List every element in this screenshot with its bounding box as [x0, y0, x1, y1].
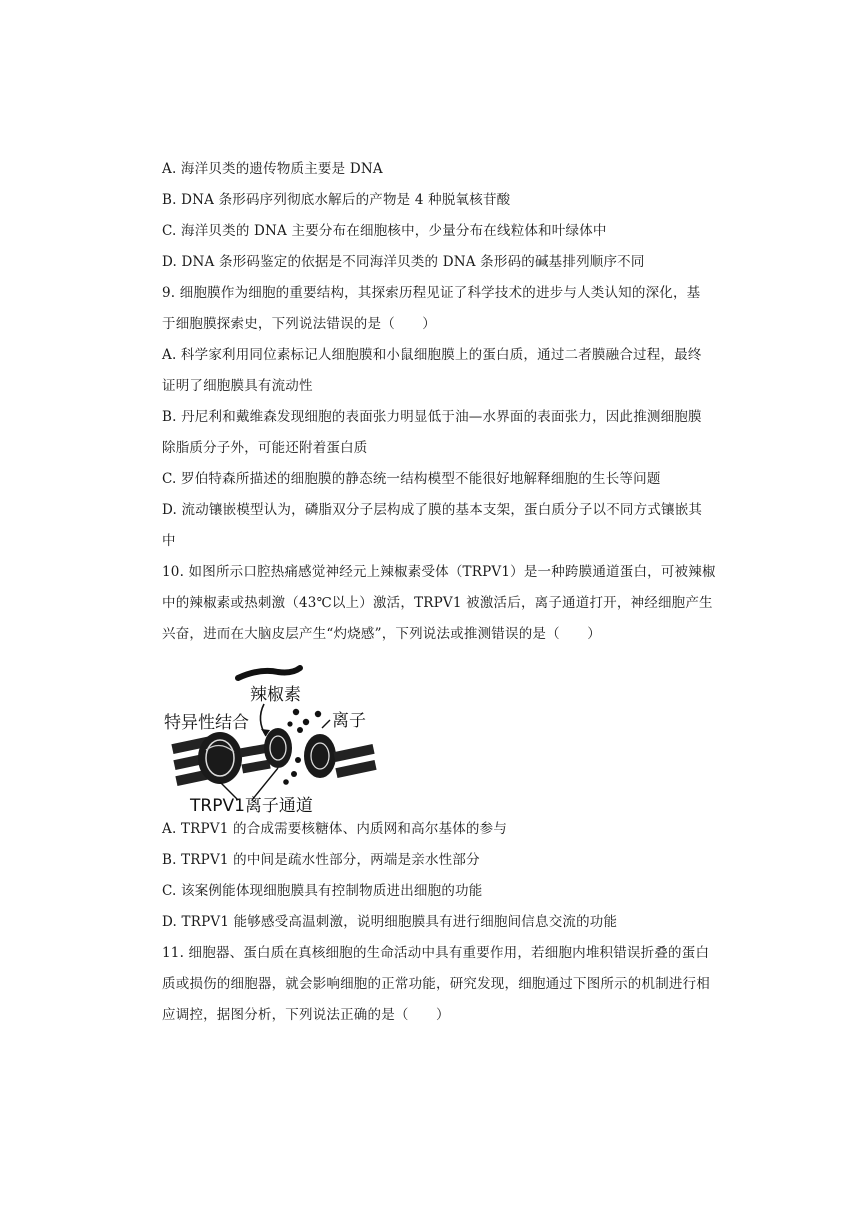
q10-stem-line3: 兴奋，进而在大脑皮层产生“灼烧感”，下列说法或推测错误的是（ ）: [162, 626, 601, 642]
q8-option-a: A. 海洋贝类的遗传物质主要是 DNA: [162, 161, 383, 177]
label-capsaicin: 辣椒素: [250, 685, 301, 705]
q9-stem-line2: 于细胞膜探索史，下列说法错误的是（ ）: [162, 316, 436, 332]
q9-option-b-line2: 除脂质分子外，可能还附着蛋白质: [162, 440, 368, 456]
trpv1-figure: [160, 660, 390, 816]
label-trpv1-channel: TRPV1离子通道: [190, 796, 313, 816]
membrane-right: [333, 744, 376, 778]
q9-stem-line1: 9. 细胞膜作为细胞的重要结构，其探索历程见证了科学技术的进步与人类认知的深化，基: [162, 285, 701, 301]
q10-option-d: D. TRPV1 能够感受高温刺激，说明细胞膜具有进行细胞间信息交流的功能: [162, 914, 618, 930]
q8-option-d: D. DNA 条形码鉴定的依据是不同海洋贝类的 DNA 条形码的碱基排列顺序不同: [162, 254, 645, 270]
q9-option-c: C. 罗伯特森所描述的细胞膜的静态统一结构模型不能很好地解释细胞的生长等问题: [162, 471, 661, 487]
q9-option-a-line2: 证明了细胞膜具有流动性: [162, 378, 313, 394]
q10-option-c: C. 该案例能体现细胞膜具有控制物质进出细胞的功能: [162, 883, 483, 899]
q9-option-d-line1: D. 流动镶嵌模型认为，磷脂双分子层构成了膜的基本支架，蛋白质分子以不同方式镶嵌其: [162, 502, 703, 518]
q9-option-d-line2: 中: [162, 533, 176, 549]
q11-stem-line1: 11. 细胞器、蛋白质在真核细胞的生命活动中具有重要作用，若细胞内堆积错误折叠的蛋白: [162, 945, 710, 961]
label-ion: 离子: [332, 711, 366, 731]
q10-stem-line2: 中的辣椒素或热刺激（43℃以上）激活，TRPV1 被激活后，离子通道打开，神经细胞产生: [162, 595, 713, 611]
q9-option-a-line1: A. 科学家利用同位素标记人细胞膜和小鼠细胞膜上的蛋白质，通过二者膜融合过程，最终: [162, 347, 702, 363]
capsaicin-molecule-icon: [238, 668, 300, 678]
q11-stem-line3: 应调控，据图分析，下列说法正确的是（ ）: [162, 1007, 450, 1023]
q9-option-b-line1: B. 丹尼利和戴维森发现细胞的表面张力明显低于油—水界面的表面张力，因此推测细胞膜: [162, 409, 702, 425]
trpv1-protein-left: [198, 732, 242, 784]
trpv1-channel-right: [304, 734, 336, 778]
label-specific-binding: 特异性结合: [164, 713, 249, 733]
q8-option-b: B. DNA 条形码序列彻底水解后的产物是 4 种脱氧核苷酸: [162, 192, 511, 208]
q10-stem-line1: 10. 如图所示口腔热痛感觉神经元上辣椒素受体（TRPV1）是一种跨膜通道蛋白，可被辣椒: [162, 564, 716, 580]
q11-stem-line2: 质或损伤的细胞器，就会影响细胞的正常功能，研究发现，细胞通过下图所示的机制进行相: [162, 976, 710, 992]
q8-option-c: C. 海洋贝类的 DNA 主要分布在细胞核中，少量分布在线粒体和叶绿体中: [162, 223, 607, 239]
q10-option-b: B. TRPV1 的中间是疏水性部分，两端是亲水性部分: [162, 852, 480, 868]
ion-pointer: [322, 720, 330, 728]
q10-option-a: A. TRPV1 的合成需要核糖体、内质网和高尔基体的参与: [162, 821, 508, 837]
trpv1-channel-left: [264, 728, 292, 768]
